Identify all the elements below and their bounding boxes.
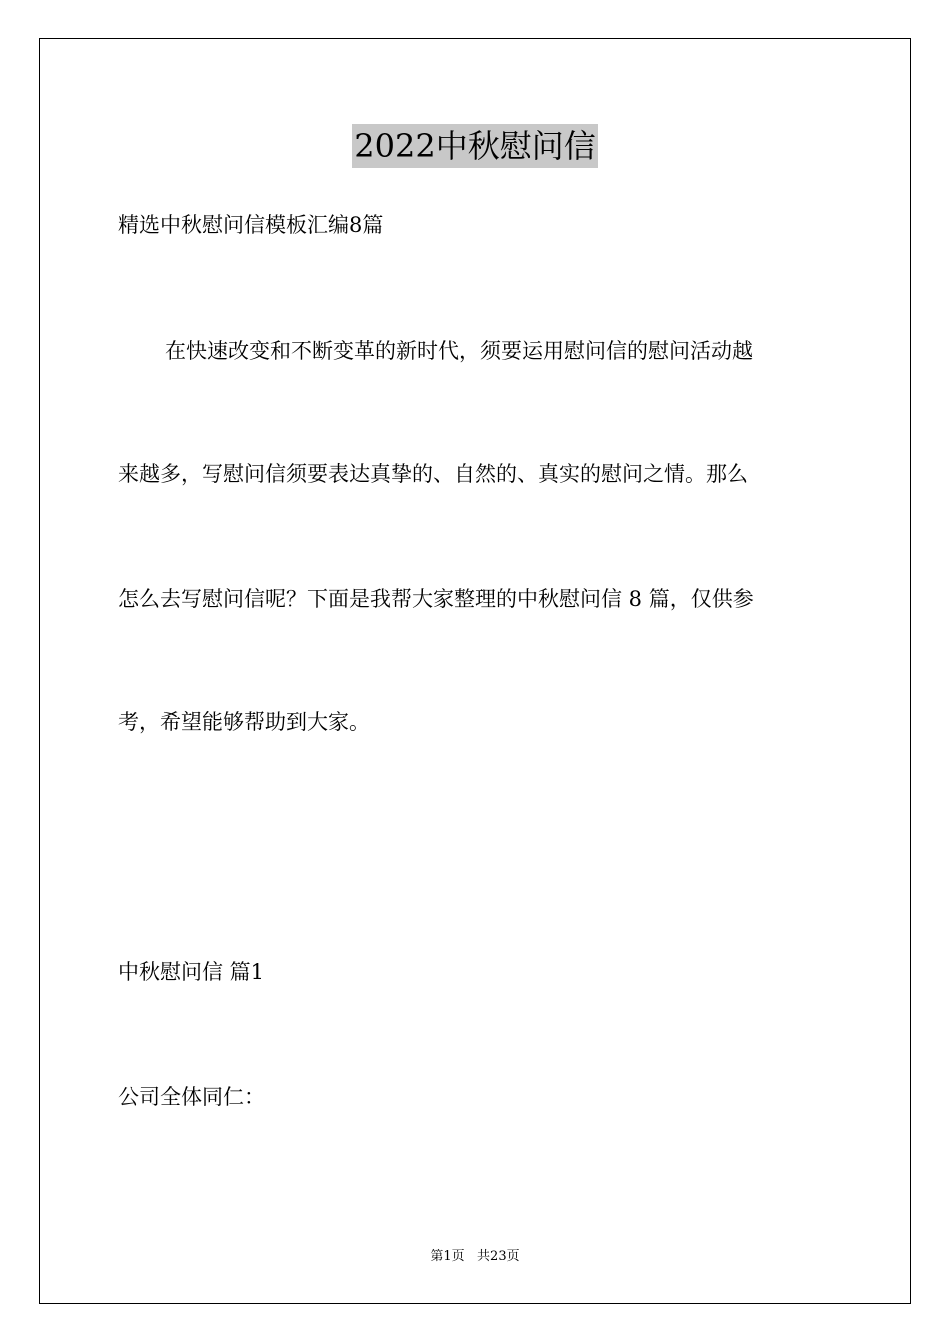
document-title: 2022中秋慰问信 [352,124,597,168]
page-footer: 第1页 共23页 [430,1249,520,1264]
intro-line-1: 在快速改变和不断变革的新时代，须要运用慰问信的慰问活动越 [165,339,753,363]
section-heading: 中秋慰问信 篇1 [118,960,265,984]
intro-line-3: 怎么去写慰问信呢？下面是我帮大家整理的中秋慰问信 8 篇，仅供参 [118,587,754,611]
document-subtitle: 精选中秋慰问信模板汇编8篇 [118,213,384,237]
intro-line-4: 考，希望能够帮助到大家。 [118,710,370,734]
title-container [0,124,950,168]
salutation: 公司全体同仁： [118,1085,265,1109]
intro-line-2: 来越多，写慰问信须要表达真挚的、自然的、真实的慰问之情。那么 [118,462,748,486]
